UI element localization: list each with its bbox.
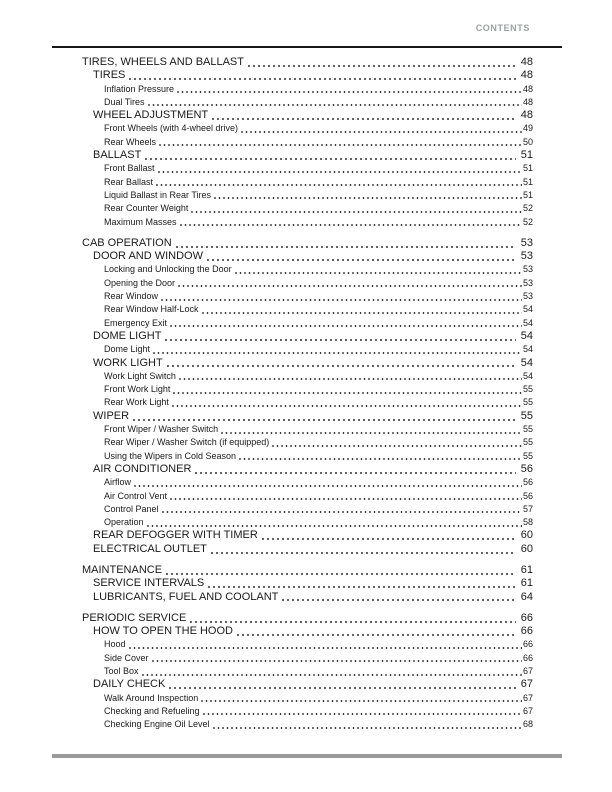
toc-entry-label: Rear Window: [104, 291, 159, 302]
dot-leader: [176, 370, 522, 383]
toc-entry[interactable]: [104, 503, 533, 516]
dot-leader: [204, 577, 517, 590]
footer-bar: [52, 754, 562, 758]
toc-entry[interactable]: [104, 370, 533, 383]
dot-leader: [191, 463, 517, 476]
toc-entry-page: 53: [522, 291, 533, 302]
toc-entry-page: 67: [520, 678, 533, 691]
table-of-contents: [52, 48, 562, 732]
dot-leader: [156, 136, 522, 149]
toc-entry-page: 55: [522, 424, 533, 435]
toc-entry-page: 60: [520, 542, 533, 555]
toc-entry-label: REAR DEFOGGER WITH TIMER: [93, 529, 258, 542]
toc-entry-page: 54: [522, 317, 533, 328]
toc-entry-page: 53: [520, 236, 533, 249]
dot-leader: [188, 202, 522, 215]
dot-leader: [144, 516, 522, 529]
toc-entry[interactable]: [104, 176, 533, 189]
toc-entry[interactable]: [104, 436, 533, 449]
toc-entry-page: 68: [522, 719, 533, 730]
dot-leader: [145, 96, 522, 109]
toc-entry-page: 48: [520, 69, 533, 82]
toc-entry-label: MAINTENANCE: [82, 563, 163, 576]
toc-entry-label: Work Light Switch: [104, 370, 176, 381]
toc-entry-label: Side Cover: [104, 652, 149, 663]
dot-leader: [161, 330, 517, 343]
toc-entry-page: 55: [522, 384, 533, 395]
toc-entry-page: 66: [522, 652, 533, 663]
toc-entry-label: Air Control Vent: [104, 490, 168, 501]
dot-leader: [207, 543, 518, 556]
toc-entry[interactable]: [104, 216, 533, 229]
toc-entry[interactable]: [104, 96, 533, 109]
dot-leader: [126, 638, 522, 651]
toc-entry-label: SERVICE INTERVALS: [93, 577, 205, 590]
dot-leader: [186, 612, 517, 625]
toc-entry[interactable]: [104, 450, 533, 463]
toc-entry-label: WHEEL ADJUSTMENT: [93, 109, 209, 122]
toc-entry[interactable]: [93, 357, 533, 370]
dot-leader: [129, 410, 518, 423]
toc-entry[interactable]: [104, 423, 533, 436]
toc-entry-label: Using the Wipers in Cold Season: [104, 450, 237, 461]
toc-entry[interactable]: [104, 290, 533, 303]
toc-entry[interactable]: [104, 162, 533, 175]
toc-entry[interactable]: [104, 277, 533, 290]
toc-entry[interactable]: [93, 678, 533, 691]
toc-entry[interactable]: [104, 189, 533, 202]
toc-entry-label: Emergency Exit: [104, 317, 168, 328]
toc-entry-label: Locking and Unlocking the Door: [104, 264, 232, 275]
toc-entry-page: 53: [520, 250, 533, 263]
toc-entry-label: AIR CONDITIONER: [93, 462, 192, 475]
dot-leader: [258, 529, 518, 542]
toc-entry[interactable]: [104, 652, 533, 665]
toc-entry-page: 52: [522, 203, 533, 214]
toc-entry-label: DOOR AND WINDOW: [93, 250, 203, 263]
page-header-contents-label: CONTENTS: [475, 23, 530, 33]
toc-entry-label: Front Ballast: [104, 163, 155, 174]
toc-entry-page: 66: [522, 639, 533, 650]
dot-leader: [238, 122, 522, 135]
dot-leader: [199, 303, 522, 316]
toc-entry[interactable]: [104, 705, 533, 718]
toc-entry-label: Rear Wheels: [104, 136, 157, 147]
toc-entry-label: Front Work Light: [104, 384, 171, 395]
toc-entry[interactable]: [104, 516, 533, 529]
dot-leader: [165, 678, 517, 691]
toc-entry-page: 54: [520, 356, 533, 369]
toc-entry-page: 60: [520, 529, 533, 542]
toc-entry-page: 61: [520, 563, 533, 576]
toc-entry-label: Rear Window Half-Lock: [104, 304, 199, 315]
toc-entry[interactable]: [93, 577, 533, 590]
dot-leader: [198, 692, 522, 705]
toc-entry[interactable]: [104, 263, 533, 276]
dot-leader: [278, 591, 517, 604]
toc-entry-page: 67: [522, 705, 533, 716]
toc-entry[interactable]: [93, 330, 533, 343]
toc-entry[interactable]: [93, 109, 533, 122]
dot-leader: [162, 564, 518, 577]
toc-entry-label: LUBRICANTS, FUEL AND COOLANT: [93, 590, 279, 603]
toc-entry[interactable]: [104, 136, 533, 149]
toc-entry[interactable]: [104, 303, 533, 316]
toc-entry[interactable]: [93, 543, 533, 556]
toc-entry-label: WORK LIGHT: [93, 356, 163, 369]
toc-entry-label: Front Wiper / Washer Switch: [104, 424, 219, 435]
toc-entry[interactable]: [93, 625, 533, 638]
toc-entry-page: 56: [520, 462, 533, 475]
dot-leader: [203, 250, 518, 263]
dot-leader: [125, 69, 517, 82]
toc-entry-page: 56: [522, 477, 533, 488]
dot-leader: [236, 450, 522, 463]
toc-entry-label: BALLAST: [93, 149, 142, 162]
dot-leader: [169, 396, 522, 409]
toc-entry-label: Dual Tires: [104, 96, 145, 107]
toc-entry[interactable]: [104, 202, 533, 215]
dot-leader: [210, 718, 522, 731]
toc-entry-label: Checking Engine Oil Level: [104, 719, 210, 730]
toc-entry-page: 51: [520, 149, 533, 162]
dot-leader: [150, 343, 522, 356]
toc-entry-label: PERIODIC SERVICE: [82, 611, 187, 624]
toc-entry-label: Walk Around Inspection: [104, 692, 199, 703]
toc-entry[interactable]: [104, 383, 533, 396]
toc-entry-label: Dome Light: [104, 344, 151, 355]
toc-entry-label: Opening the Door: [104, 277, 176, 288]
toc-entry[interactable]: [104, 718, 533, 731]
toc-entry-page: 66: [520, 625, 533, 638]
dot-leader: [155, 162, 522, 175]
toc-entry-page: 53: [522, 277, 533, 288]
toc-entry-page: 67: [522, 692, 533, 703]
toc-entry[interactable]: [93, 410, 533, 423]
toc-entry-page: 51: [522, 163, 533, 174]
dot-leader: [153, 176, 522, 189]
toc-entry-page: 66: [520, 611, 533, 624]
dot-leader: [232, 263, 522, 276]
toc-entry-label: Rear Counter Weight: [104, 203, 189, 214]
toc-entry-page: 55: [522, 437, 533, 448]
dot-leader: [163, 357, 518, 370]
toc-entry-label: HOW TO OPEN THE HOOD: [93, 625, 233, 638]
toc-entry[interactable]: [93, 69, 533, 82]
dot-leader: [159, 503, 522, 516]
toc-entry[interactable]: [93, 591, 533, 604]
dot-leader: [244, 56, 518, 69]
dot-leader: [200, 705, 522, 718]
toc-entry-page: 48: [520, 109, 533, 122]
toc-entry-label: DOME LIGHT: [93, 329, 162, 342]
toc-entry-page: 54: [522, 304, 533, 315]
toc-entry-page: 55: [522, 450, 533, 461]
toc-entry-page: 54: [522, 370, 533, 381]
dot-leader: [211, 189, 522, 202]
toc-entry-label: Airflow: [104, 477, 132, 488]
toc-entry-label: Hood: [104, 639, 126, 650]
toc-entry-page: 55: [522, 397, 533, 408]
toc-entry-label: ELECTRICAL OUTLET: [93, 542, 207, 555]
toc-entry[interactable]: [82, 612, 533, 625]
toc-entry[interactable]: [82, 56, 533, 69]
toc-entry-page: 61: [520, 577, 533, 590]
toc-entry-page: 54: [522, 344, 533, 355]
dot-leader: [172, 237, 518, 250]
toc-entry-page: 67: [522, 666, 533, 677]
toc-entry-label: Front Wheels (with 4-wheel drive): [104, 123, 239, 134]
toc-entry-page: 55: [520, 409, 533, 422]
toc-entry-page: 54: [520, 329, 533, 342]
toc-entry-label: DAILY CHECK: [93, 678, 166, 691]
toc-entry[interactable]: [93, 250, 533, 263]
toc-entry[interactable]: [93, 149, 533, 162]
dot-leader: [175, 277, 522, 290]
toc-entry-label: WIPER: [93, 409, 130, 422]
toc-entry-page: 50: [522, 136, 533, 147]
toc-entry[interactable]: [104, 343, 533, 356]
dot-leader: [167, 317, 522, 330]
toc-entry-label: Rear Wiper / Washer Switch (if equipped): [104, 437, 270, 448]
toc-entry-page: 51: [522, 176, 533, 187]
toc-entry-page: 48: [522, 83, 533, 94]
toc-entry[interactable]: [104, 665, 533, 678]
toc-entry[interactable]: [104, 317, 533, 330]
toc-entry[interactable]: [82, 564, 533, 577]
toc-entry-page: 64: [520, 590, 533, 603]
toc-entry[interactable]: [82, 237, 533, 250]
dot-leader: [233, 625, 518, 638]
dot-leader: [131, 476, 522, 489]
dot-leader: [177, 216, 522, 229]
dot-leader: [149, 652, 522, 665]
toc-entry-label: TIRES, WHEELS AND BALLAST: [82, 56, 244, 68]
toc-entry-label: CAB OPERATION: [82, 236, 172, 249]
toc-entry[interactable]: [104, 122, 533, 135]
toc-entry-page: 49: [522, 123, 533, 134]
toc-entry-label: Maximum Masses: [104, 216, 177, 227]
toc-entry[interactable]: [93, 463, 533, 476]
toc-entry-page: 51: [522, 189, 533, 200]
dot-leader: [208, 109, 518, 122]
toc-entry-page: 56: [522, 490, 533, 501]
dot-leader: [174, 83, 522, 96]
toc-entry-label: Rear Ballast: [104, 176, 154, 187]
toc-entry-page: 58: [522, 517, 533, 528]
toc-entry-label: Rear Work Light: [104, 397, 169, 408]
toc-entry-page: 52: [522, 216, 533, 227]
toc-entry-label: Control Panel: [104, 503, 159, 514]
dot-leader: [167, 490, 522, 503]
toc-entry[interactable]: [104, 476, 533, 489]
toc-entry-label: TIRES: [93, 69, 126, 82]
dot-leader: [170, 383, 522, 396]
toc-entry[interactable]: [104, 83, 533, 96]
dot-leader: [158, 290, 522, 303]
dot-leader: [269, 436, 522, 449]
toc-entry-page: 53: [522, 264, 533, 275]
toc-entry[interactable]: [93, 529, 533, 542]
toc-entry-page: 48: [522, 96, 533, 107]
dot-leader: [218, 423, 522, 436]
dot-leader: [139, 665, 522, 678]
dot-leader: [141, 149, 517, 162]
toc-entry[interactable]: [104, 490, 533, 503]
toc-entry-label: Liquid Ballast in Rear Tires: [104, 189, 212, 200]
toc-entry-label: Operation: [104, 517, 144, 528]
toc-entry-label: Checking and Refueling: [104, 705, 200, 716]
toc-entry[interactable]: [104, 692, 533, 705]
toc-entry[interactable]: [104, 638, 533, 651]
toc-entry-label: Tool Box: [104, 666, 139, 677]
toc-entry-page: 48: [520, 56, 533, 68]
toc-entry-page: 57: [522, 503, 533, 514]
toc-entry[interactable]: [104, 396, 533, 409]
toc-entry-label: Inflation Pressure: [104, 83, 175, 94]
